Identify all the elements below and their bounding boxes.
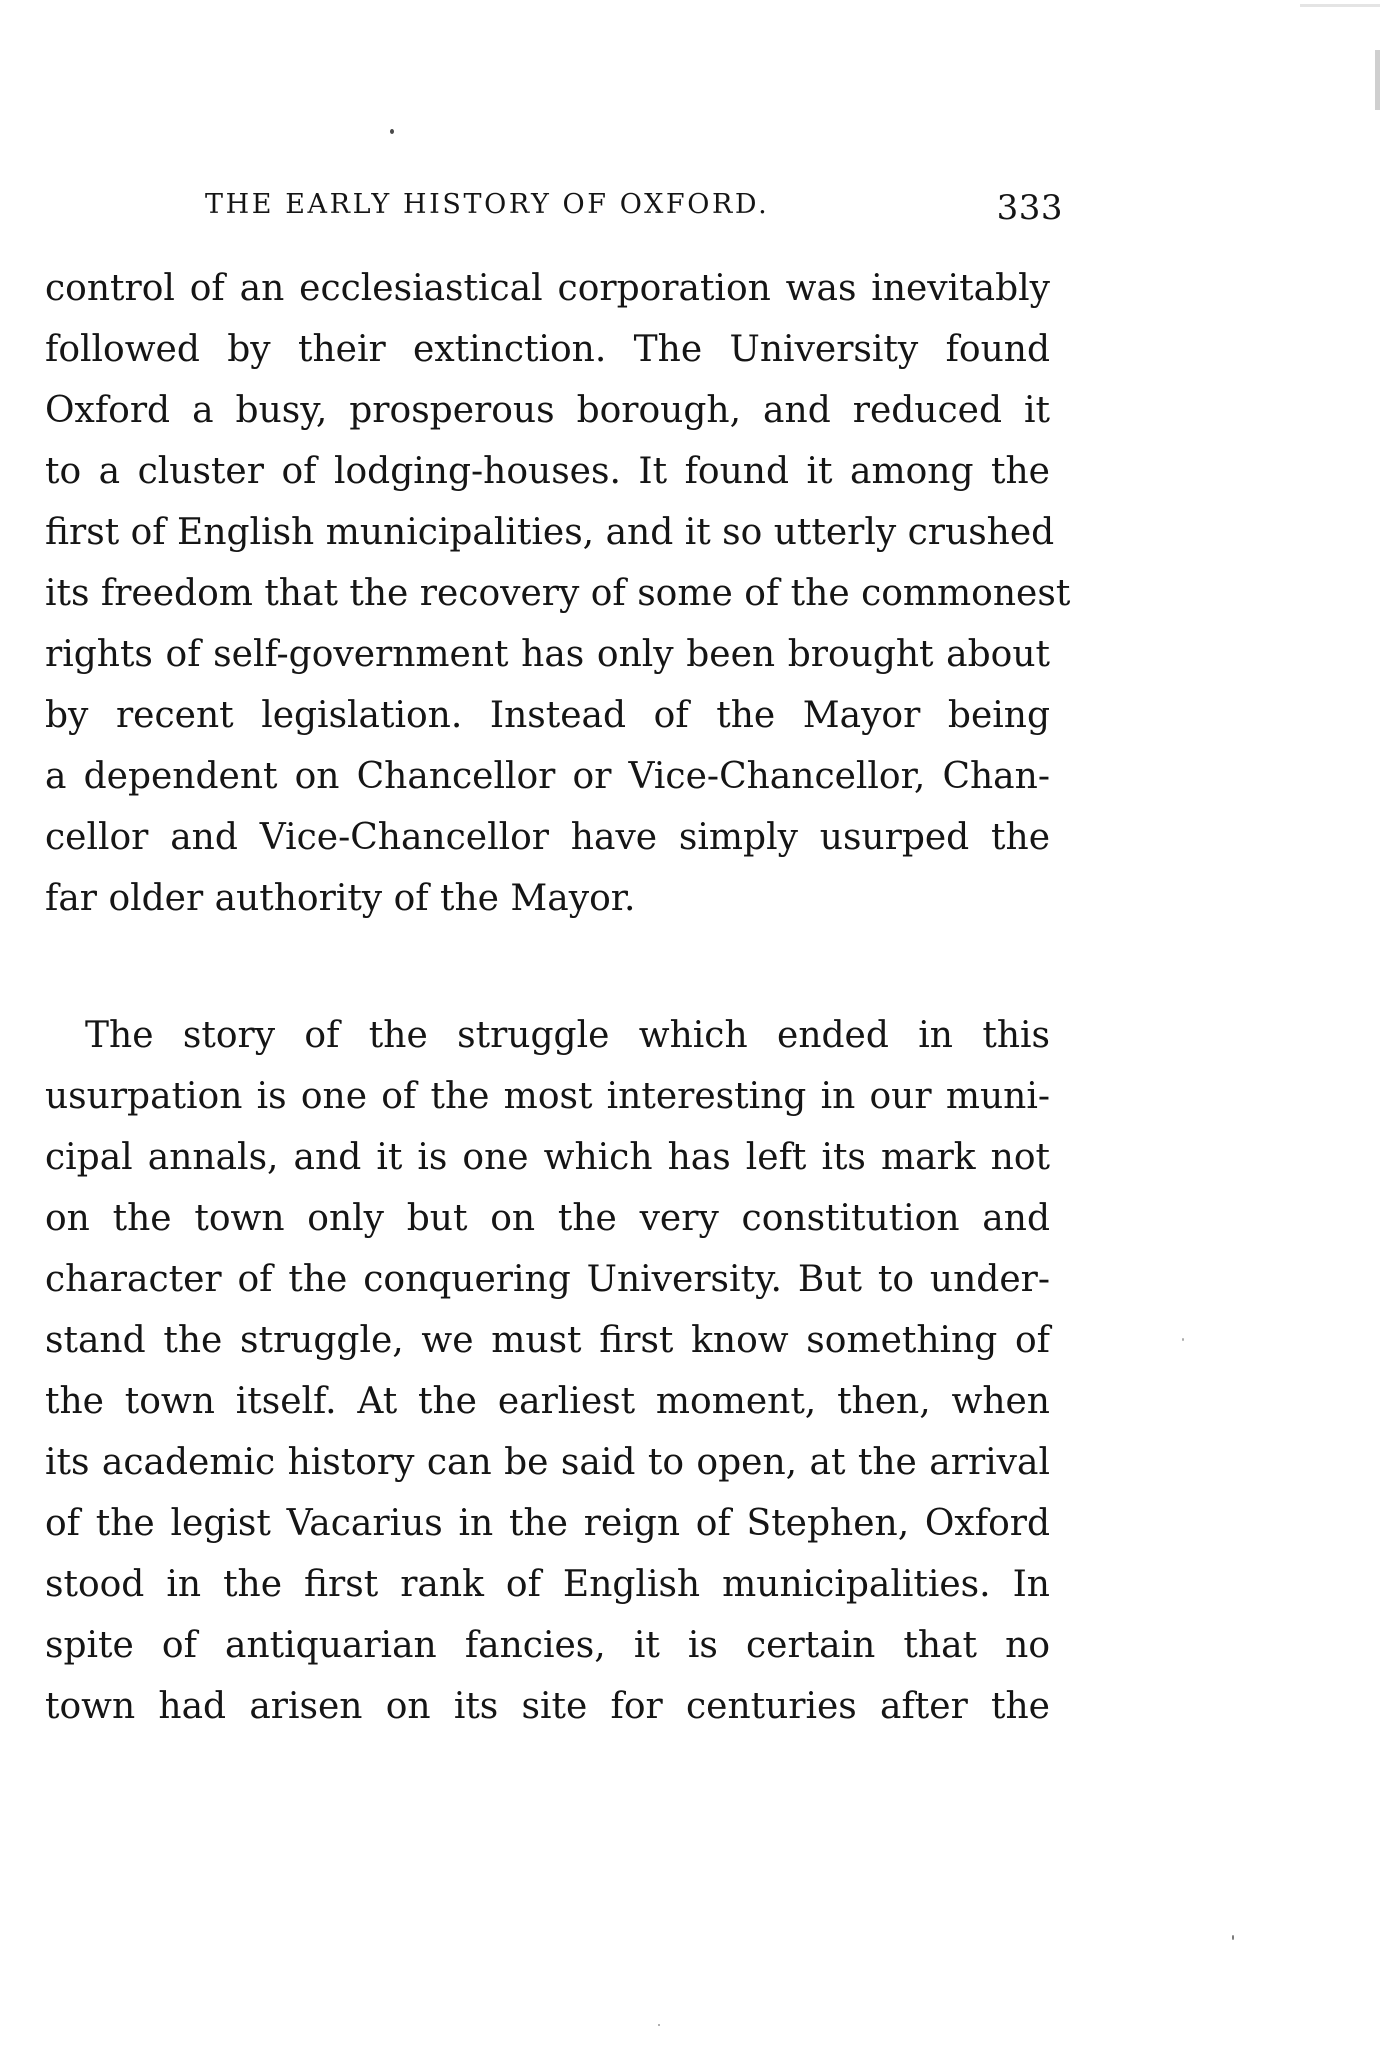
scan-edge-mark — [1375, 50, 1380, 110]
print-speck — [658, 2024, 660, 2026]
text-line: stand the struggle, we must first know something of — [45, 1320, 1050, 1361]
print-speck — [1182, 1338, 1184, 1341]
text-line: far older authority of the Mayor. — [45, 878, 636, 919]
text-line: control of an ecclesiastical corporation was inevitably — [45, 268, 1050, 309]
text-line: The story of the struggle which ended in this — [85, 1015, 1050, 1056]
text-line: followed by their extinction. The University found — [45, 329, 1050, 370]
text-line: to a cluster of lodging-houses. It found it among the — [45, 451, 1050, 492]
text-line: Oxford a busy, prosperous borough, and reduced it — [45, 390, 1050, 431]
text-line: the town itself. At the earliest moment, then, when — [45, 1381, 1050, 1422]
text-line: cipal annals, and it is one which has left its mark not — [45, 1137, 1050, 1178]
text-line: of the legist Vacarius in the reign of Stephen, Oxford — [45, 1503, 1050, 1544]
text-line: on the town only but on the very constitution and — [45, 1198, 1050, 1239]
text-line: cellor and Vice-Chancellor have simply usurped the — [45, 817, 1050, 858]
text-line: by recent legislation. Instead of the Mayor being — [45, 695, 1050, 736]
text-line: usurpation is one of the most interesting in our muni- — [45, 1076, 1050, 1117]
text-line: its freedom that the recovery of some of the commonest — [45, 573, 1071, 614]
text-line: town had arisen on its site for centuries after the — [45, 1686, 1050, 1727]
scan-edge-mark — [1300, 4, 1380, 7]
text-line: character of the conquering University. But to under- — [45, 1259, 1050, 1300]
print-speck — [390, 129, 394, 134]
running-title: THE EARLY HISTORY OF OXFORD. — [205, 189, 770, 220]
text-line: stood in the first rank of English municipalities. In — [45, 1564, 1050, 1605]
text-line: a dependent on Chancellor or Vice-Chancellor, Chan- — [45, 756, 1050, 797]
page-number: 333 — [996, 188, 1063, 228]
text-line: first of English municipalities, and it so utterly crushed — [45, 512, 1055, 553]
paragraph-1 — [45, 258, 1071, 929]
text-line: rights of self-government has only been brought about — [45, 634, 1050, 675]
paragraph-2 — [45, 1005, 1050, 1737]
print-speck — [1232, 1935, 1234, 1940]
text-line: spite of antiquarian fancies, it is certain that no — [45, 1625, 1050, 1666]
running-header — [205, 180, 1063, 230]
text-line: its academic history can be said to open, at the arrival — [45, 1442, 1050, 1483]
